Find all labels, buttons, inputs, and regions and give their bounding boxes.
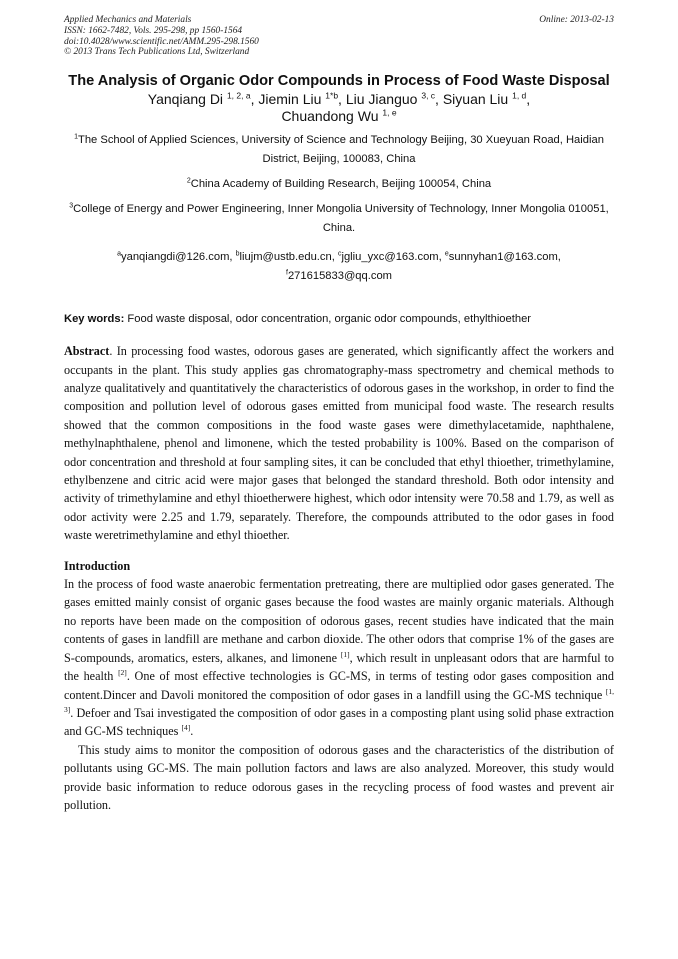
email-address: 271615833@qq.com xyxy=(287,270,392,283)
paragraph-text: , which result in unpleasant odors that are harmful to the health xyxy=(64,650,614,684)
email-mark: e xyxy=(444,250,449,258)
affiliation-mark: 2 xyxy=(186,177,191,185)
author-affiliation-mark: 1*b xyxy=(325,90,339,101)
affiliation-mark: 3 xyxy=(69,202,74,210)
affiliation-1 xyxy=(64,131,614,169)
email-mark: c xyxy=(337,250,342,258)
email-address: yanqiangdi@126.com, xyxy=(121,251,236,264)
affiliation-text: The School of Applied Sciences, University of Science and Technology Beijing, 30 Xueyuan Road, Haidian District, Beijing, 100083, China xyxy=(77,134,604,166)
citation-ref: [1] xyxy=(340,649,350,659)
online-date: Online: 2013-02-13 xyxy=(539,15,614,25)
author-name: Jiemin Liu xyxy=(258,91,322,108)
email-mark: f xyxy=(286,269,288,277)
author-separator: , xyxy=(526,91,531,108)
abstract-label: Abstract xyxy=(64,344,110,359)
abstract xyxy=(64,342,614,544)
author-list xyxy=(64,91,614,125)
affiliation-text: China Academy of Building Research, Beijing 100054, China xyxy=(190,178,492,191)
author-separator: , xyxy=(338,91,346,108)
citation-ref: [2] xyxy=(118,668,127,678)
issn-line: ISSN: 1662-7482, Vols. 295-298, pp 1560-1564 xyxy=(64,25,243,36)
author-name: Chuandong Wu xyxy=(281,108,379,125)
email-mark: b xyxy=(235,250,240,258)
author-name: Liu Jianguo xyxy=(345,91,418,108)
email-address: liujm@ustb.edu.cn, xyxy=(239,251,338,264)
keywords xyxy=(64,312,614,326)
email-mark: a xyxy=(117,250,122,258)
citation-ref: [4] xyxy=(181,723,191,733)
intro-paragraph-1 xyxy=(64,575,614,741)
keywords-text: Food waste disposal, odor concentration, organic odor compounds, ethylthioether xyxy=(124,313,532,326)
abstract-text: . In processing food wastes, odorous gases are generated, which significantly affect the workers and occupants in the plant. This study applies gas chromatography-mass spectrometry and chemical methods to analyze qualitatively and quantitatively the characteristics of odorous gases in the workshop, in order to find the composition and pollution level of odorous gases emitted from municipal food waste. The research results showed that the common compositions in the food waste gases were dimethylacetamide, naphthalene, methylnaphthalene, phenol and limonene, which the tested probability is 100%. Based on the comparison of odor concentration and threshold at four sampling sites, it can be concluded that ethyl thioether, trimethylamine, ethylbenzene and citric acid were major gases that belonged the standard threshold. Both odor intensity and activity of trimethylamine and ethyl thioetherwere highest, which odor intensity were 70.58 and 1.79, as well as odor activity were 2.25 and 1.79, separately. Therefore, the compounds attributed to the odor gases in food waste weretrimethylamine and ethyl thioether. xyxy=(64,344,614,543)
author-affiliation-mark: 1, d xyxy=(512,90,527,101)
section-heading-introduction: Introduction xyxy=(64,558,131,573)
author-affiliation-mark: 1, e xyxy=(382,107,397,118)
affiliation-mark: 1 xyxy=(74,133,78,141)
author-emails xyxy=(64,248,614,286)
copyright-line: © 2013 Trans Tech Publications Ltd, Switzerland xyxy=(64,47,250,58)
keywords-label: Key words: xyxy=(64,313,125,326)
paper-title: The Analysis of Organic Odor Compounds in Process of Food Waste Disposal xyxy=(68,73,610,90)
email-address: jgliu_yxc@163.com, xyxy=(341,251,445,264)
author-name: Siyuan Liu xyxy=(442,91,509,108)
email-address: sunnyhan1@163.com, xyxy=(448,251,561,264)
paragraph-text: . Defoer and Tsai investigated the composition of odor gases in a composting plant using solid phase extraction and GC-MS techniques xyxy=(64,705,614,739)
journal-header xyxy=(64,15,614,58)
citation-ref: [1, 3] xyxy=(64,686,614,714)
paragraph-text: In the process of food waste anaerobic fermentation pretreating, there are multiplied odor gases generated. The gases emitted mainly consist of organic gases because the food wastes are mainly organic materials. Although no reports have been made on the composition of odorous gases, recent studies have indicated that the main contents of gases in landfill are methane and carbon dioxide. The other odors that comprise 1% of the gases are S-compounds, aromatics, esters, alkanes, and limonene xyxy=(64,577,614,665)
doi-line: doi:10.4028/www.scientific.net/AMM.295-298.1560 xyxy=(64,36,259,47)
paragraph-text: . xyxy=(190,724,194,739)
author-separator: , xyxy=(435,91,443,108)
author-separator: , xyxy=(250,91,259,108)
author-affiliation-mark: 1, 2, a xyxy=(226,90,251,101)
affiliation-3 xyxy=(64,200,614,238)
intro-paragraph-2: This study aims to monitor the composition of odorous gases and the characteristics of the distribution of pollutants using GC-MS. The main pollution factors and laws are also analyzed. Moreover, this study would provide basic information to reduce odorous gases in the recycling process of food wastes and prevent air pollution. xyxy=(64,742,614,812)
paragraph-text: . One of most effective technologies is GC-MS, in terms of testing odor gases composition and content.Dincer and Davoli monitored the composition of odor gases in a landfill using the GC-MS technique xyxy=(64,669,614,702)
author-affiliation-mark: 3, c xyxy=(421,90,436,101)
author-name: Yanqiang Di xyxy=(147,91,224,108)
affiliation-2 xyxy=(64,175,614,194)
affiliation-text: College of Energy and Power Engineering, Inner Mongolia University of Technology, Inner Mongolia 010051, China. xyxy=(73,203,609,235)
journal-name: Applied Mechanics and Materials xyxy=(64,15,192,25)
